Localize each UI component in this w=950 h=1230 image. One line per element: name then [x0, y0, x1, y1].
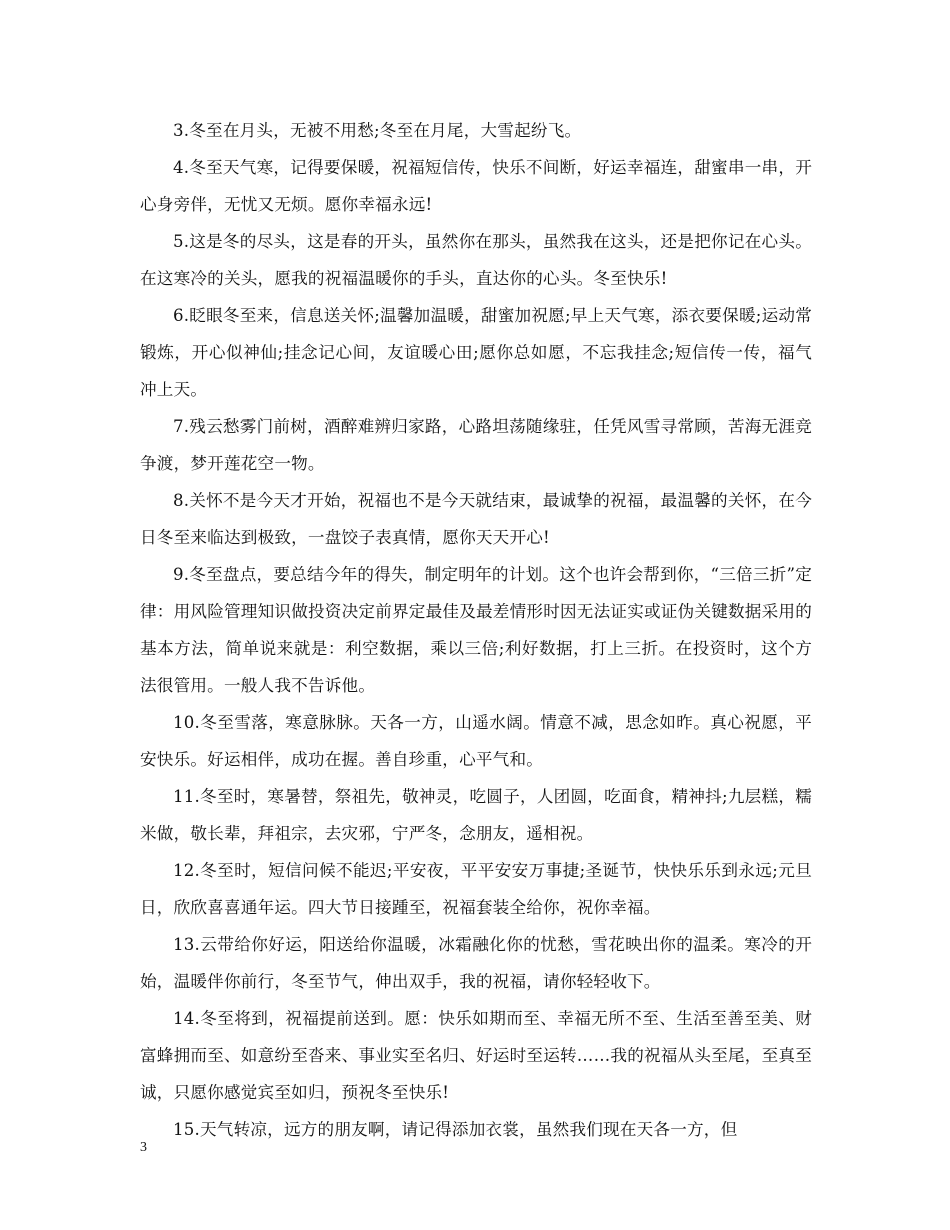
paragraph-8: 8.关怀不是今天才开始，祝福也不是今天就结束，最诚挚的祝福，最温馨的关怀，在今日冬至来临达到极致，一盘饺子表真情，愿你天天开心!	[140, 491, 812, 547]
paragraph-12: 12.冬至时，短信问候不能迟;平安夜，平平安安万事捷;圣诞节，快快乐乐到永远;元旦日，欣欣喜喜通年运。四大节日接踵至，祝福套装全给你，祝你幸福。	[140, 861, 812, 917]
document-body	[140, 112, 812, 1148]
paragraph-9: 9.冬至盘点，要总结今年的得失，制定明年的计划。这个也许会帮到你，“三倍三折”定律：用风险管理知识做投资决定前界定最佳及最差情形时因无法证实或证伪关键数据采用的基本方法，简单说来就是：利空数据，乘以三倍;利好数据，打上三折。在投资时，这个方法很管用。一般人我不告诉他。	[140, 565, 812, 695]
paragraph-13: 13.云带给你好运，阳送给你温暖，冰霜融化你的忧愁，雪花映出你的温柔。寒冷的开始，温暖伴你前行，冬至节气，伸出双手，我的祝福，请你轻轻收下。	[140, 935, 812, 991]
paragraph-11: 11.冬至时，寒暑替，祭祖先，敬神灵，吃圆子，人团圆，吃面食，精神抖;九层糕，糯米做，敬长辈，拜祖宗，去灾邪，宁严冬，念朋友，遥相祝。	[140, 787, 812, 843]
paragraph-4: 4.冬至天气寒，记得要保暖，祝福短信传，快乐不间断，好运幸福连，甜蜜串一串，开心身旁伴，无忧又无烦。愿你幸福永远!	[140, 158, 812, 214]
paragraph-15: 15.天气转凉，远方的朋友啊，请记得添加衣裳，虽然我们现在天各一方，但	[173, 1120, 738, 1139]
paragraph-5: 5.这是冬的尽头，这是春的开头，虽然你在那头，虽然我在这头，还是把你记在心头。在这寒冷的关头，愿我的祝福温暖你的手头，直达你的心头。冬至快乐!	[140, 232, 812, 288]
paragraph-7: 7.残云愁雾门前树，酒醉难辨归家路，心路坦荡随缘驻，任凭风雪寻常顾，苦海无涯竞争渡，梦开莲花空一物。	[140, 417, 812, 473]
paragraph-3: 3.冬至在月头，无被不用愁;冬至在月尾，大雪起纷飞。	[173, 121, 582, 140]
paragraph-10: 10.冬至雪落，寒意脉脉。天各一方，山遥水阔。情意不减，思念如昨。真心祝愿，平安快乐。好运相伴，成功在握。善自珍重，心平气和。	[140, 713, 812, 769]
paragraph-6: 6.眨眼冬至来，信息送关怀;温馨加温暖，甜蜜加祝愿;早上天气寒，添衣要保暖;运动常锻炼，开心似神仙;挂念记心间，友谊暖心田;愿你总如愿，不忘我挂念;短信传一传，福气冲上天。	[140, 306, 812, 399]
page-number: 3	[140, 1140, 147, 1155]
paragraph-14: 14.冬至将到，祝福提前送到。愿：快乐如期而至、幸福无所不至、生活至善至美、财富蜂拥而至、如意纷至沓来、事业实至名归、好运时至运转……我的祝福从头至尾，至真至诚，只愿你感觉宾至如归，预祝冬至快乐!	[140, 1009, 812, 1102]
